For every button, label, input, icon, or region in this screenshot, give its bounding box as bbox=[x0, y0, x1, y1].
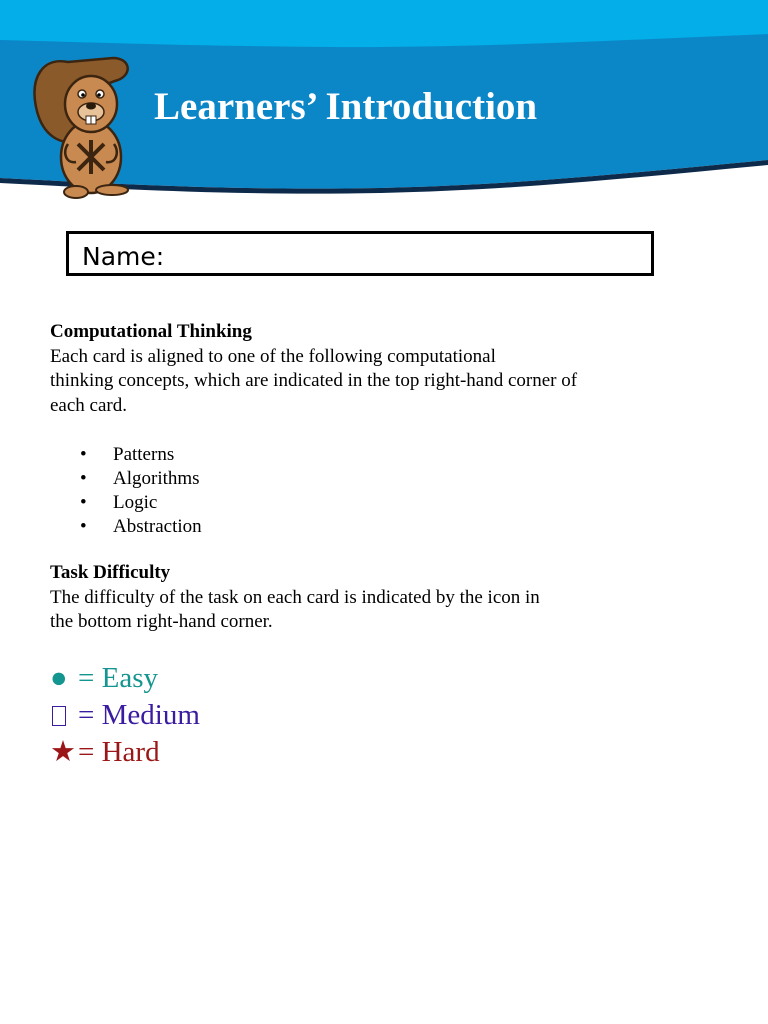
legend-label-hard: = Hard bbox=[78, 736, 160, 768]
computational-thinking-heading: Computational Thinking bbox=[50, 321, 252, 342]
legend-row-easy bbox=[50, 660, 200, 697]
list-item bbox=[80, 467, 202, 491]
name-field-label: Name: bbox=[82, 242, 165, 271]
concept-label: Algorithms bbox=[113, 468, 200, 489]
concept-label: Abstraction bbox=[113, 516, 202, 537]
bullet-icon: • bbox=[80, 444, 87, 465]
page-title: Learners’ Introduction bbox=[154, 85, 538, 128]
task-difficulty-text-line: The difficulty of the task on each card is indicated by the icon in bbox=[50, 586, 540, 608]
computational-thinking-section bbox=[50, 320, 650, 418]
computational-thinking-text-line: each card. bbox=[50, 394, 127, 416]
list-item bbox=[80, 491, 202, 515]
bullet-icon: • bbox=[80, 516, 87, 537]
legend-label-medium: = Medium bbox=[78, 699, 200, 731]
legend-row-hard bbox=[50, 734, 200, 771]
concept-label: Patterns bbox=[113, 444, 175, 465]
bullet-icon: • bbox=[80, 492, 87, 513]
beaver-mascot-icon bbox=[28, 52, 138, 204]
name-field[interactable] bbox=[66, 231, 654, 276]
task-difficulty-heading: Task Difficulty bbox=[50, 562, 171, 583]
task-difficulty-text-line: the bottom right-hand corner. bbox=[50, 611, 273, 632]
list-item bbox=[80, 443, 202, 467]
task-difficulty-section bbox=[50, 561, 650, 635]
bullet-icon: • bbox=[80, 468, 87, 489]
concept-label: Logic bbox=[113, 492, 158, 513]
computational-thinking-text-line: thinking concepts, which are indicated in the top right-hand corner of bbox=[50, 370, 578, 391]
circle-icon: ● bbox=[50, 662, 68, 694]
difficulty-legend bbox=[50, 660, 200, 771]
star-icon: ★ bbox=[50, 736, 76, 768]
legend-row-medium bbox=[50, 697, 200, 734]
concepts-list bbox=[80, 443, 202, 539]
square-icon bbox=[52, 706, 66, 726]
computational-thinking-text-line: Each card is aligned to one of the following computational bbox=[50, 345, 496, 367]
legend-label-easy: = Easy bbox=[78, 662, 158, 694]
list-item bbox=[80, 515, 202, 539]
